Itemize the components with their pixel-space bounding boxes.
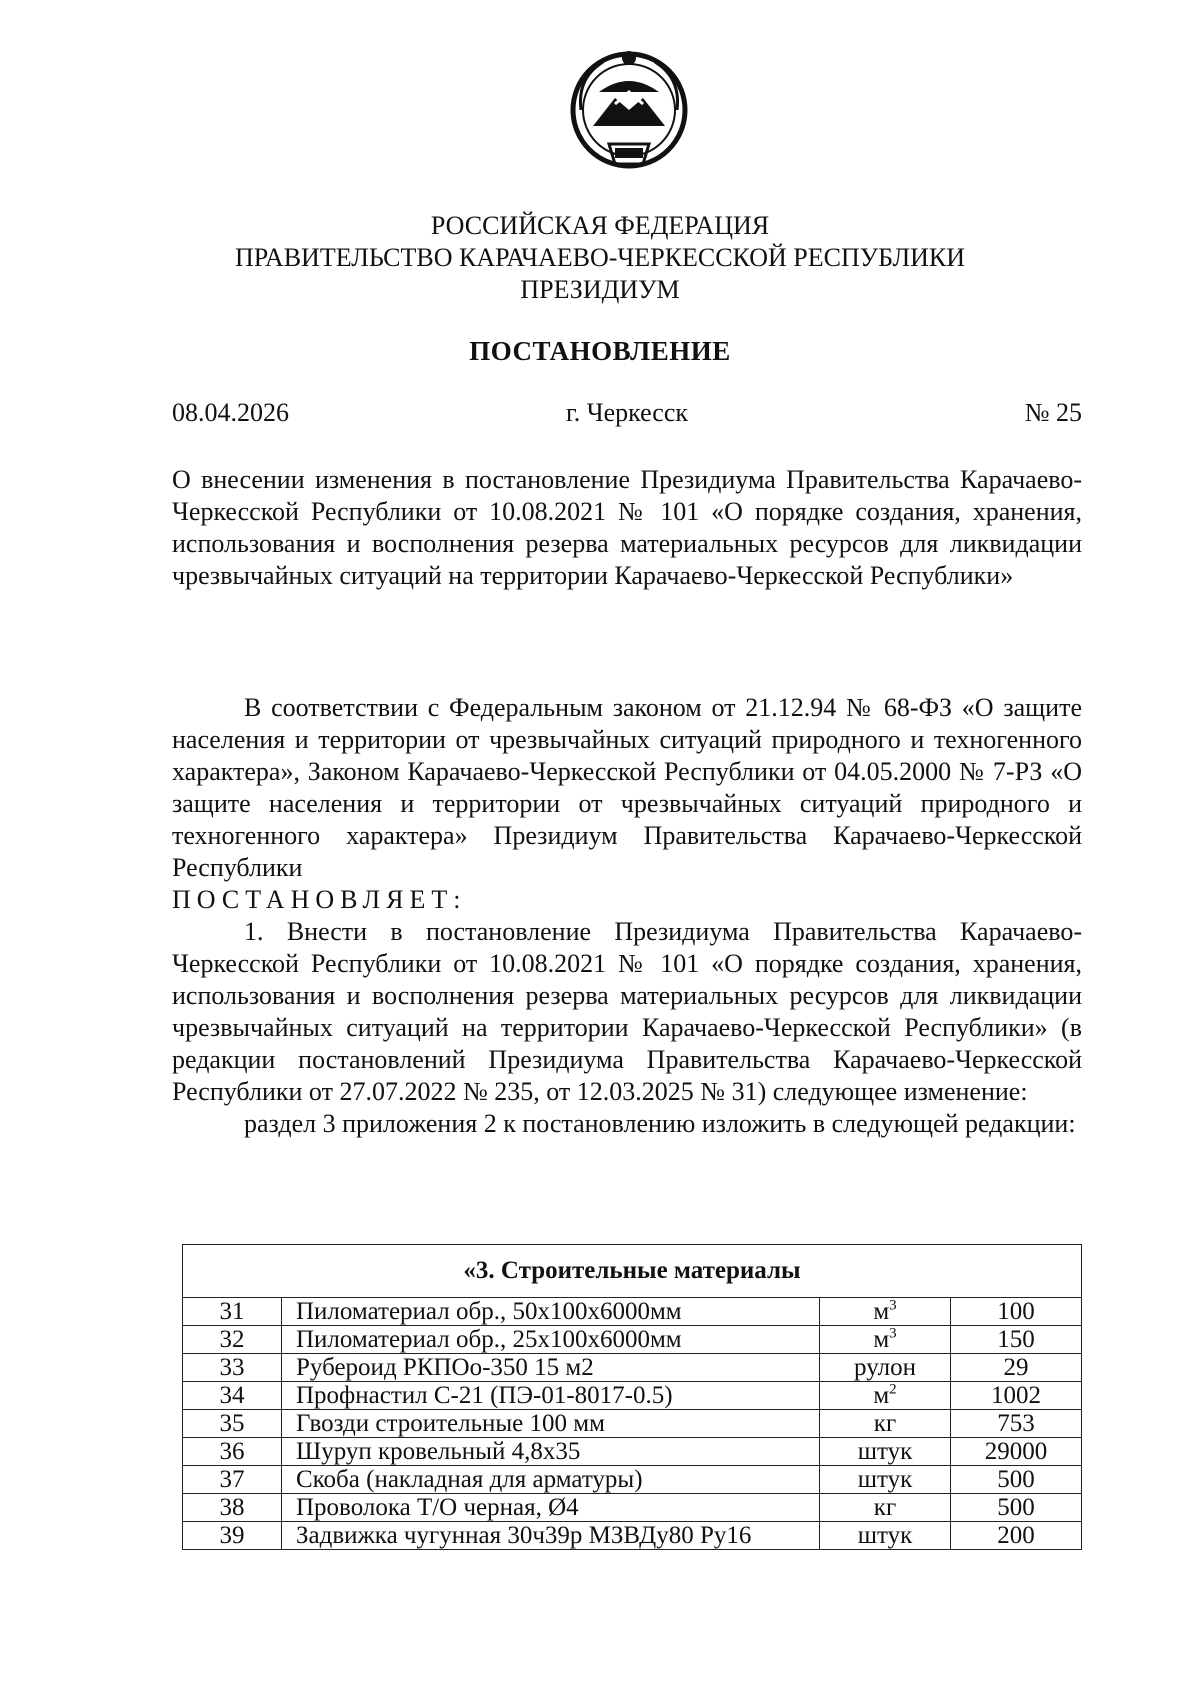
preamble-paragraph: В соответствии с Федеральным законом от 21.12.94 № 68-ФЗ «О защите населения и территории от чрезвычайных ситуаций природного и техногенного характера», Законом Карачаево-Черкесской Республики от 04.05.2000 № 7-РЗ «О защите населения и территории от чрезвычайных ситуаций природного и техногенного характера» Президиум Правительства Карачаево-Черкесской Республики xyxy=(172,693,1082,882)
unit-label: штук xyxy=(857,1521,913,1549)
unit-superscript: 3 xyxy=(889,1325,897,1342)
unit-cell xyxy=(820,1354,951,1382)
quantity-cell: 1002 xyxy=(951,1382,1082,1410)
table-row xyxy=(183,1410,1082,1438)
table-row xyxy=(183,1522,1082,1550)
row-number-cell: 36 xyxy=(183,1438,282,1466)
unit-label: м xyxy=(873,1381,890,1409)
document-meta xyxy=(172,398,1082,432)
unit-label: рулон xyxy=(854,1353,916,1381)
document-header xyxy=(0,210,1200,306)
table-row xyxy=(183,1494,1082,1522)
table-row xyxy=(183,1326,1082,1354)
document-subject: О внесении изменения в постановление Президиума Правительства Карачаево-Черкесской Республики от 10.08.2021 № 101 «О порядке создания, хранения, использования и восполнения резерва материальных ресурсов для ликвидации чрезвычайных ситуаций на территории Карачаево-Черкесской Республики» xyxy=(172,465,1082,590)
document-number: № 25 xyxy=(1024,398,1082,427)
coat-of-arms-emblem xyxy=(563,48,695,180)
material-name-cell: Пиломатериал обр., 25х100х6000мм xyxy=(282,1326,820,1354)
header-country: РОССИЙСКАЯ ФЕДЕРАЦИЯ xyxy=(430,211,770,240)
unit-cell xyxy=(820,1298,951,1326)
document-body xyxy=(172,692,1082,1140)
table-caption-row xyxy=(183,1245,1082,1298)
row-number-cell: 37 xyxy=(183,1466,282,1494)
row-number-cell: 33 xyxy=(183,1354,282,1382)
material-name-cell: Проволока Т/О черная, Ø4 xyxy=(282,1494,820,1522)
quantity-cell: 29000 xyxy=(951,1438,1082,1466)
unit-label: кг xyxy=(873,1409,897,1437)
unit-label: кг xyxy=(873,1493,897,1521)
unit-cell xyxy=(820,1494,951,1522)
unit-superscript: 2 xyxy=(889,1381,897,1398)
document-type-title: ПОСТАНОВЛЕНИЕ xyxy=(469,336,731,366)
table-row xyxy=(183,1298,1082,1326)
decree-word: ПОСТАНОВЛЯЕТ: xyxy=(172,885,467,914)
table-row xyxy=(183,1438,1082,1466)
document-city: г. Черкесск xyxy=(565,398,689,427)
table-row xyxy=(183,1382,1082,1410)
row-number-cell: 39 xyxy=(183,1522,282,1550)
quantity-cell: 753 xyxy=(951,1410,1082,1438)
unit-label: м xyxy=(873,1297,890,1325)
header-presidium: ПРЕЗИДИУМ xyxy=(520,275,680,304)
unit-superscript: 3 xyxy=(889,1297,897,1314)
material-name-cell: Рубероид РКПОо-350 15 м2 xyxy=(282,1354,820,1382)
item-1-detail-paragraph: раздел 3 приложения 2 к постановлению изложить в следующей редакции: xyxy=(244,1109,1076,1138)
quantity-cell: 150 xyxy=(951,1326,1082,1354)
document-date: 08.04.2026 xyxy=(172,398,289,427)
quantity-cell: 200 xyxy=(951,1522,1082,1550)
table-row xyxy=(183,1466,1082,1494)
material-name-cell: Скоба (накладная для арматуры) xyxy=(282,1466,820,1494)
item-1-paragraph: 1. Внести в постановление Президиума Правительства Карачаево-Черкесской Республики от 10.08.2021 № 101 «О порядке создания, хранения, использования и восполнения резерва материальных ресурсов для ликвидации чрезвычайных ситуаций на территории Карачаево-Черкесской Республики» (в редакции постановлений Президиума Правительства Карачаево-Черкесской Республики от 27.07.2022 № 235, от 12.03.2025 № 31) следующее изменение: xyxy=(172,917,1082,1106)
unit-cell xyxy=(820,1438,951,1466)
quantity-cell: 29 xyxy=(951,1354,1082,1382)
row-number-cell: 38 xyxy=(183,1494,282,1522)
header-government: ПРАВИТЕЛЬСТВО КАРАЧАЕВО-ЧЕРКЕССКОЙ РЕСПУБЛИКИ xyxy=(235,243,965,272)
material-name-cell: Профнастил С-21 (ПЭ-01-8017-0.5) xyxy=(282,1382,820,1410)
unit-label: штук xyxy=(857,1437,913,1465)
material-name-cell: Пиломатериал обр., 50х100х6000мм xyxy=(282,1298,820,1326)
table-row xyxy=(183,1354,1082,1382)
unit-cell xyxy=(820,1326,951,1354)
material-name-cell: Гвозди строительные 100 мм xyxy=(282,1410,820,1438)
quantity-cell: 500 xyxy=(951,1494,1082,1522)
unit-label: м xyxy=(873,1325,890,1353)
unit-cell xyxy=(820,1410,951,1438)
unit-cell xyxy=(820,1466,951,1494)
material-name-cell: Задвижка чугунная 30ч39р МЗВДу80 Ру16 xyxy=(282,1522,820,1550)
unit-cell xyxy=(820,1382,951,1410)
materials-table xyxy=(182,1244,1082,1550)
quantity-cell: 500 xyxy=(951,1466,1082,1494)
row-number-cell: 35 xyxy=(183,1410,282,1438)
row-number-cell: 32 xyxy=(183,1326,282,1354)
table-caption: «3. Строительные материалы xyxy=(183,1245,1082,1298)
row-number-cell: 34 xyxy=(183,1382,282,1410)
unit-cell xyxy=(820,1522,951,1550)
material-name-cell: Шуруп кровельный 4,8х35 xyxy=(282,1438,820,1466)
quantity-cell: 100 xyxy=(951,1298,1082,1326)
unit-label: штук xyxy=(857,1465,913,1493)
row-number-cell: 31 xyxy=(183,1298,282,1326)
